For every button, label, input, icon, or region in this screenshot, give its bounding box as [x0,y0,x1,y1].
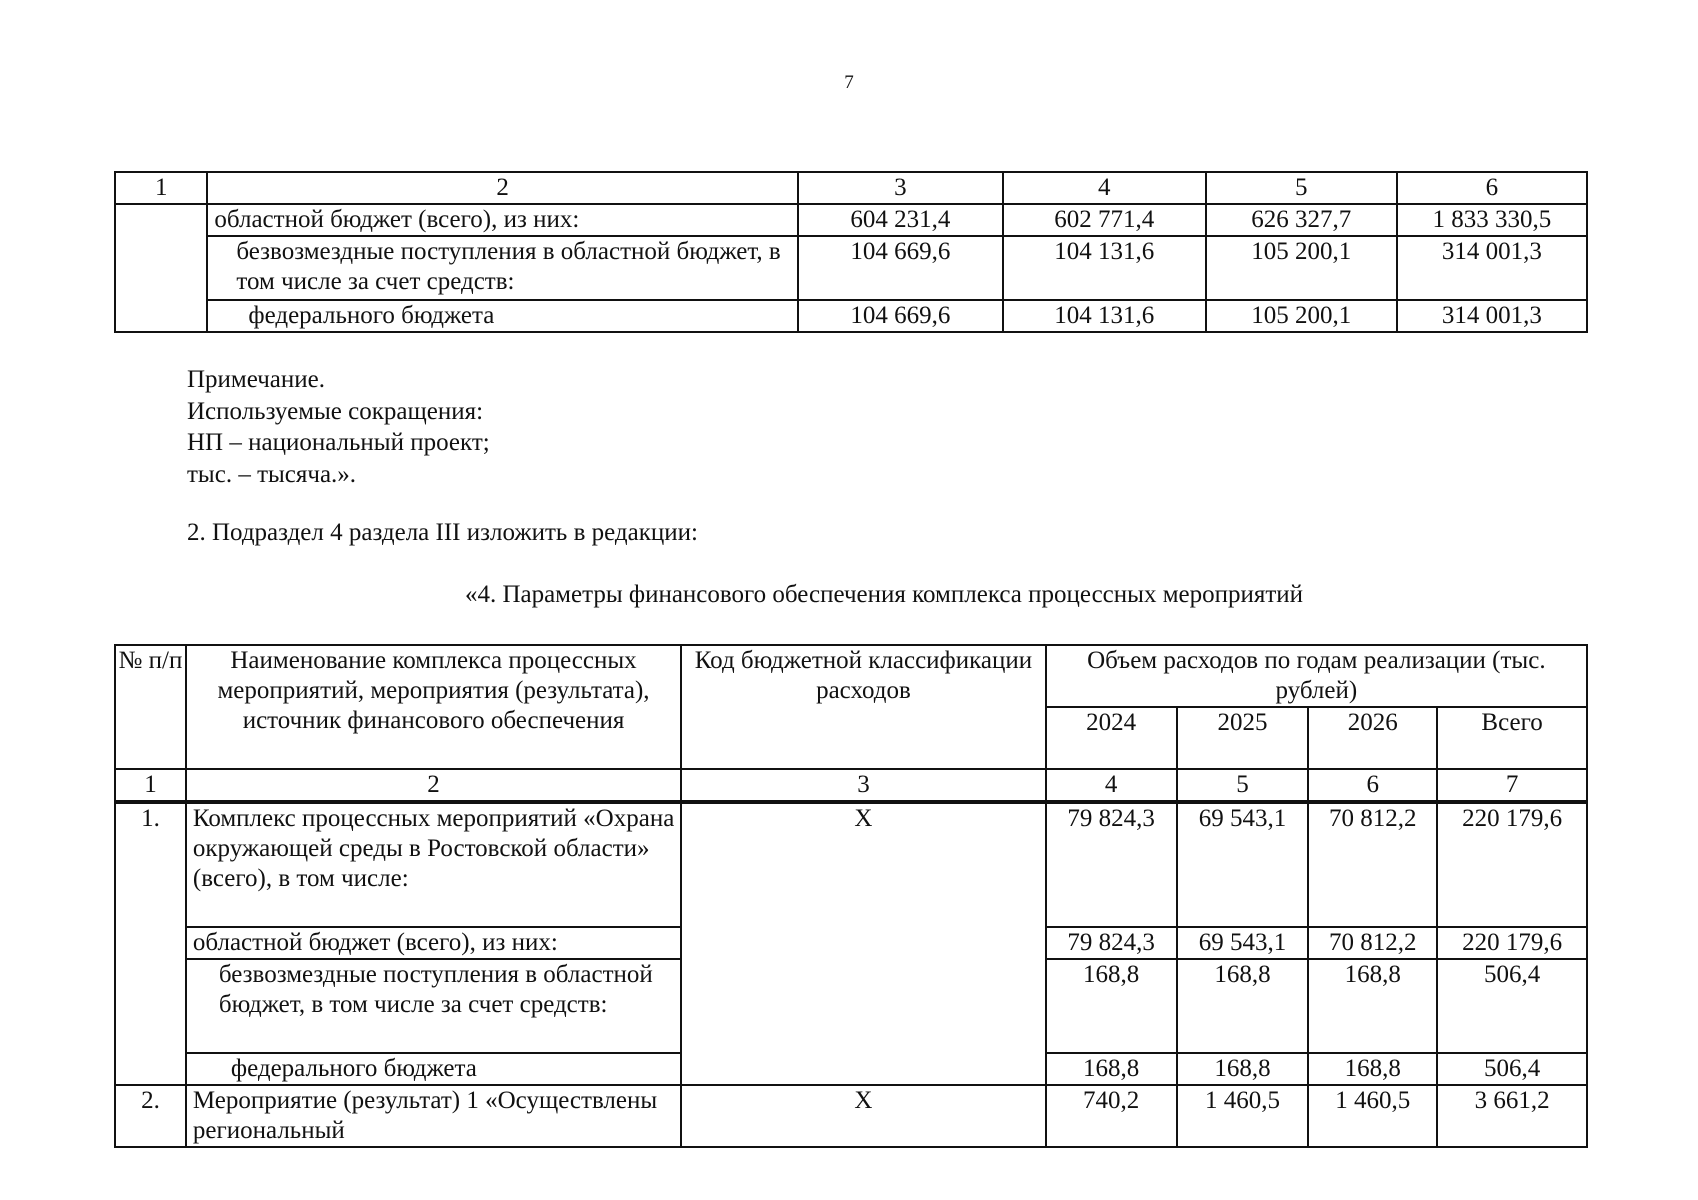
col-number: 4 [1046,769,1177,802]
note-title: Примечание. [187,366,326,393]
table-header-row [115,645,1587,707]
value-cell: 168,8 [1308,1053,1437,1085]
value-cell: 1 460,5 [1177,1085,1309,1147]
continued-table [114,171,1588,333]
value-cell: 168,8 [1046,1053,1177,1085]
table-row [115,204,1587,236]
value-cell: 105 200,1 [1206,236,1397,300]
header-year: 2025 [1177,707,1309,769]
code-cell: Х [681,1085,1046,1147]
value-cell: 69 543,1 [1177,927,1309,959]
value-cell: 70 812,2 [1308,927,1437,959]
value-cell: 104 669,6 [798,236,1003,300]
note-line: Используемые сокращения: [187,397,484,425]
row-label: областной бюджет (всего), из них: [207,204,797,236]
value-cell: 220 179,6 [1437,927,1587,959]
value-cell: 506,4 [1437,1053,1587,1085]
table-row [115,236,1587,300]
table-row [115,300,1587,332]
col-number: 4 [1003,172,1206,204]
value-cell: 1 833 330,5 [1397,204,1587,236]
value-cell: 1 460,5 [1308,1085,1437,1147]
value-cell: 168,8 [1046,959,1177,1053]
col-number: 5 [1206,172,1397,204]
value-cell: 70 812,2 [1308,802,1437,927]
value-cell: 626 327,7 [1206,204,1397,236]
section-heading: «4. Параметры финансового обеспечения комплекса процессных мероприятий [464,581,1304,608]
table-row [115,1085,1587,1147]
value-cell: 168,8 [1177,959,1309,1053]
note-line: тыс. – тысяча.». [187,460,357,488]
col-number: 6 [1308,769,1437,802]
col-number: 6 [1397,172,1587,204]
value-cell: 168,8 [1177,1053,1309,1085]
value-cell: 79 824,3 [1046,927,1177,959]
value-cell: 220 179,6 [1437,802,1587,927]
row-label: федерального бюджета [186,1053,681,1085]
value-cell: 604 231,4 [798,204,1003,236]
col-number: 5 [1177,769,1309,802]
value-cell: 104 669,6 [798,300,1003,332]
value-cell: 79 824,3 [1046,802,1177,927]
code-cell: Х [681,802,1046,1085]
table-row [115,802,1587,927]
row-num: 2. [115,1085,186,1147]
empty-cell [115,204,207,332]
row-label: федерального бюджета [207,300,797,332]
column-numbers-row [115,769,1587,802]
value-cell: 602 771,4 [1003,204,1206,236]
amendment-paragraph: 2. Подраздел 4 раздела III изложить в редакции: [187,519,698,546]
value-cell: 506,4 [1437,959,1587,1053]
col-number: 3 [681,769,1046,802]
value-cell: 314 001,3 [1397,300,1587,332]
col-number: 1 [115,172,207,204]
header-total: Всего [1437,707,1587,769]
page-number: 7 [844,72,854,93]
value-cell: 104 131,6 [1003,236,1206,300]
header-name: Наименование комплекса процессных мероприятий, мероприятия (результата), источник финансового обеспечения [186,645,681,769]
col-number: 7 [1437,769,1587,802]
table-header-row [115,172,1587,204]
value-cell: 104 131,6 [1003,300,1206,332]
financing-table [114,644,1588,1148]
value-cell: 3 661,2 [1437,1085,1587,1147]
value-cell: 740,2 [1046,1085,1177,1147]
col-number: 2 [186,769,681,802]
row-num: 1. [115,802,186,1085]
note-block [187,364,490,490]
col-number: 3 [798,172,1003,204]
header-num: № п/п [115,645,186,769]
row-label: Мероприятие (результат) 1 «Осуществлены региональный [186,1085,681,1147]
row-label: областной бюджет (всего), из них: [186,927,681,959]
header-code: Код бюджетной классификации расходов [681,645,1046,769]
value-cell: 105 200,1 [1206,300,1397,332]
header-year: 2026 [1308,707,1437,769]
value-cell: 168,8 [1308,959,1437,1053]
col-number: 1 [115,769,186,802]
header-volume: Объем расходов по годам реализации (тыс. рублей) [1046,645,1587,707]
row-label: безвозмездные поступления в областной бюджет, в том числе за счет средств: [186,959,681,1053]
value-cell: 314 001,3 [1397,236,1587,300]
row-label: безвозмездные поступления в областной бюджет, в том числе за счет средств: [207,236,797,300]
note-line: НП – национальный проект; [187,429,490,456]
header-year: 2024 [1046,707,1177,769]
col-number: 2 [207,172,797,204]
row-label: Комплекс процессных мероприятий «Охрана окружающей среды в Ростовской области» (всего), в том числе: [186,802,681,927]
value-cell: 69 543,1 [1177,802,1309,927]
